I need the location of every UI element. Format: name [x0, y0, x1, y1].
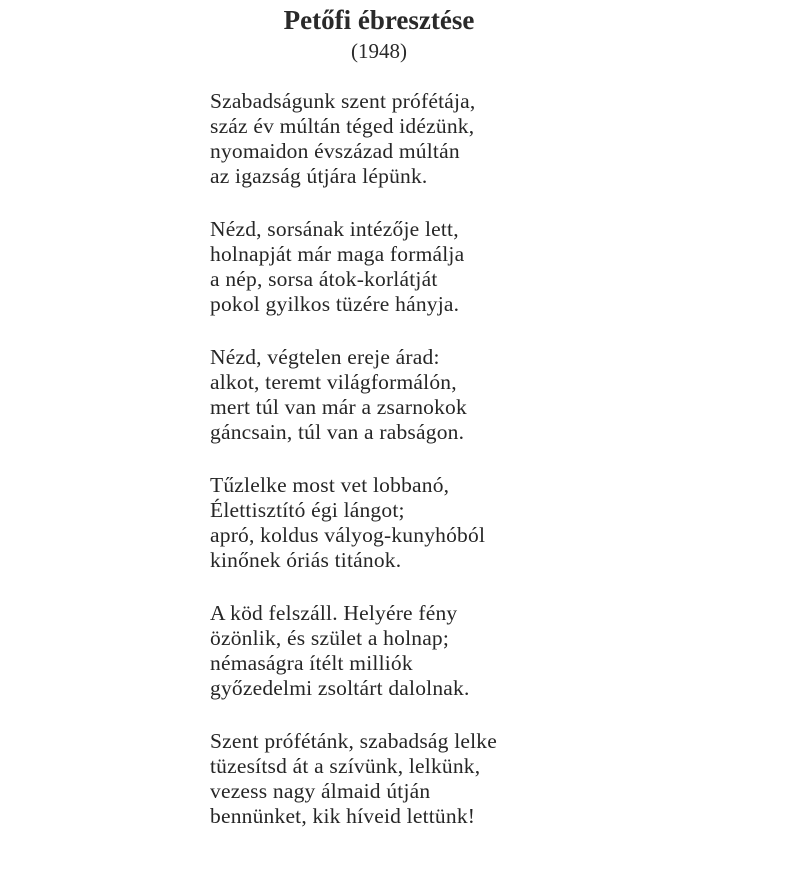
poem-line: holnapját már maga formálja — [210, 242, 465, 266]
stanza-4 — [210, 473, 770, 573]
poem-line: győzedelmi zsoltárt dalolnak. — [210, 676, 470, 700]
poem-line: mert túl van már a zsarnokok — [210, 395, 467, 419]
poem-line: apró, koldus vályog-kunyhóból — [210, 523, 486, 547]
poem-line: Nézd, végtelen ereje árad: — [210, 345, 440, 369]
poem-line: Élettisztító égi lángot; — [210, 498, 405, 522]
stanza-1 — [210, 89, 770, 189]
stanza-2 — [210, 217, 770, 317]
poem-year: (1948) — [351, 39, 407, 63]
poem-line: Nézd, sorsának intézője lett, — [210, 217, 459, 241]
poem-line: özönlik, és szület a holnap; — [210, 626, 450, 650]
poem-body — [210, 89, 770, 857]
poem-line: Szent prófétánk, szabadság lelke — [210, 729, 497, 753]
poem-line: gáncsain, túl van a rabságon. — [210, 420, 465, 444]
poem-line: Tűzlelke most vet lobbanó, — [210, 473, 450, 497]
poem-line: az igazság útjára lépünk. — [210, 164, 428, 188]
poem-line: tüzesítsd át a szívünk, lelkünk, — [210, 754, 481, 778]
poem-line: alkot, teremt világformálón, — [210, 370, 457, 394]
stanza-6 — [210, 729, 770, 829]
stanza-3 — [210, 345, 770, 445]
poem-line: Szabadságunk szent prófétája, — [210, 89, 476, 113]
poem-line: bennünket, kik híveid lettünk! — [210, 804, 476, 828]
poem-line: A köd felszáll. Helyére fény — [210, 601, 458, 625]
poem-line: száz év múltán téged idézünk, — [210, 114, 475, 138]
poem-line: némaságra ítélt milliók — [210, 651, 413, 675]
poem-line: a nép, sorsa átok-korlátját — [210, 267, 438, 291]
poem-line: pokol gyilkos tüzére hányja. — [210, 292, 460, 316]
stanza-5 — [210, 601, 770, 701]
poem-line: vezess nagy álmaid útján — [210, 779, 431, 803]
poem-title: Petőfi ébresztése — [283, 5, 475, 35]
poem-line: nyomaidon évszázad múltán — [210, 139, 460, 163]
poem-line: kinőnek óriás titánok. — [210, 548, 402, 572]
